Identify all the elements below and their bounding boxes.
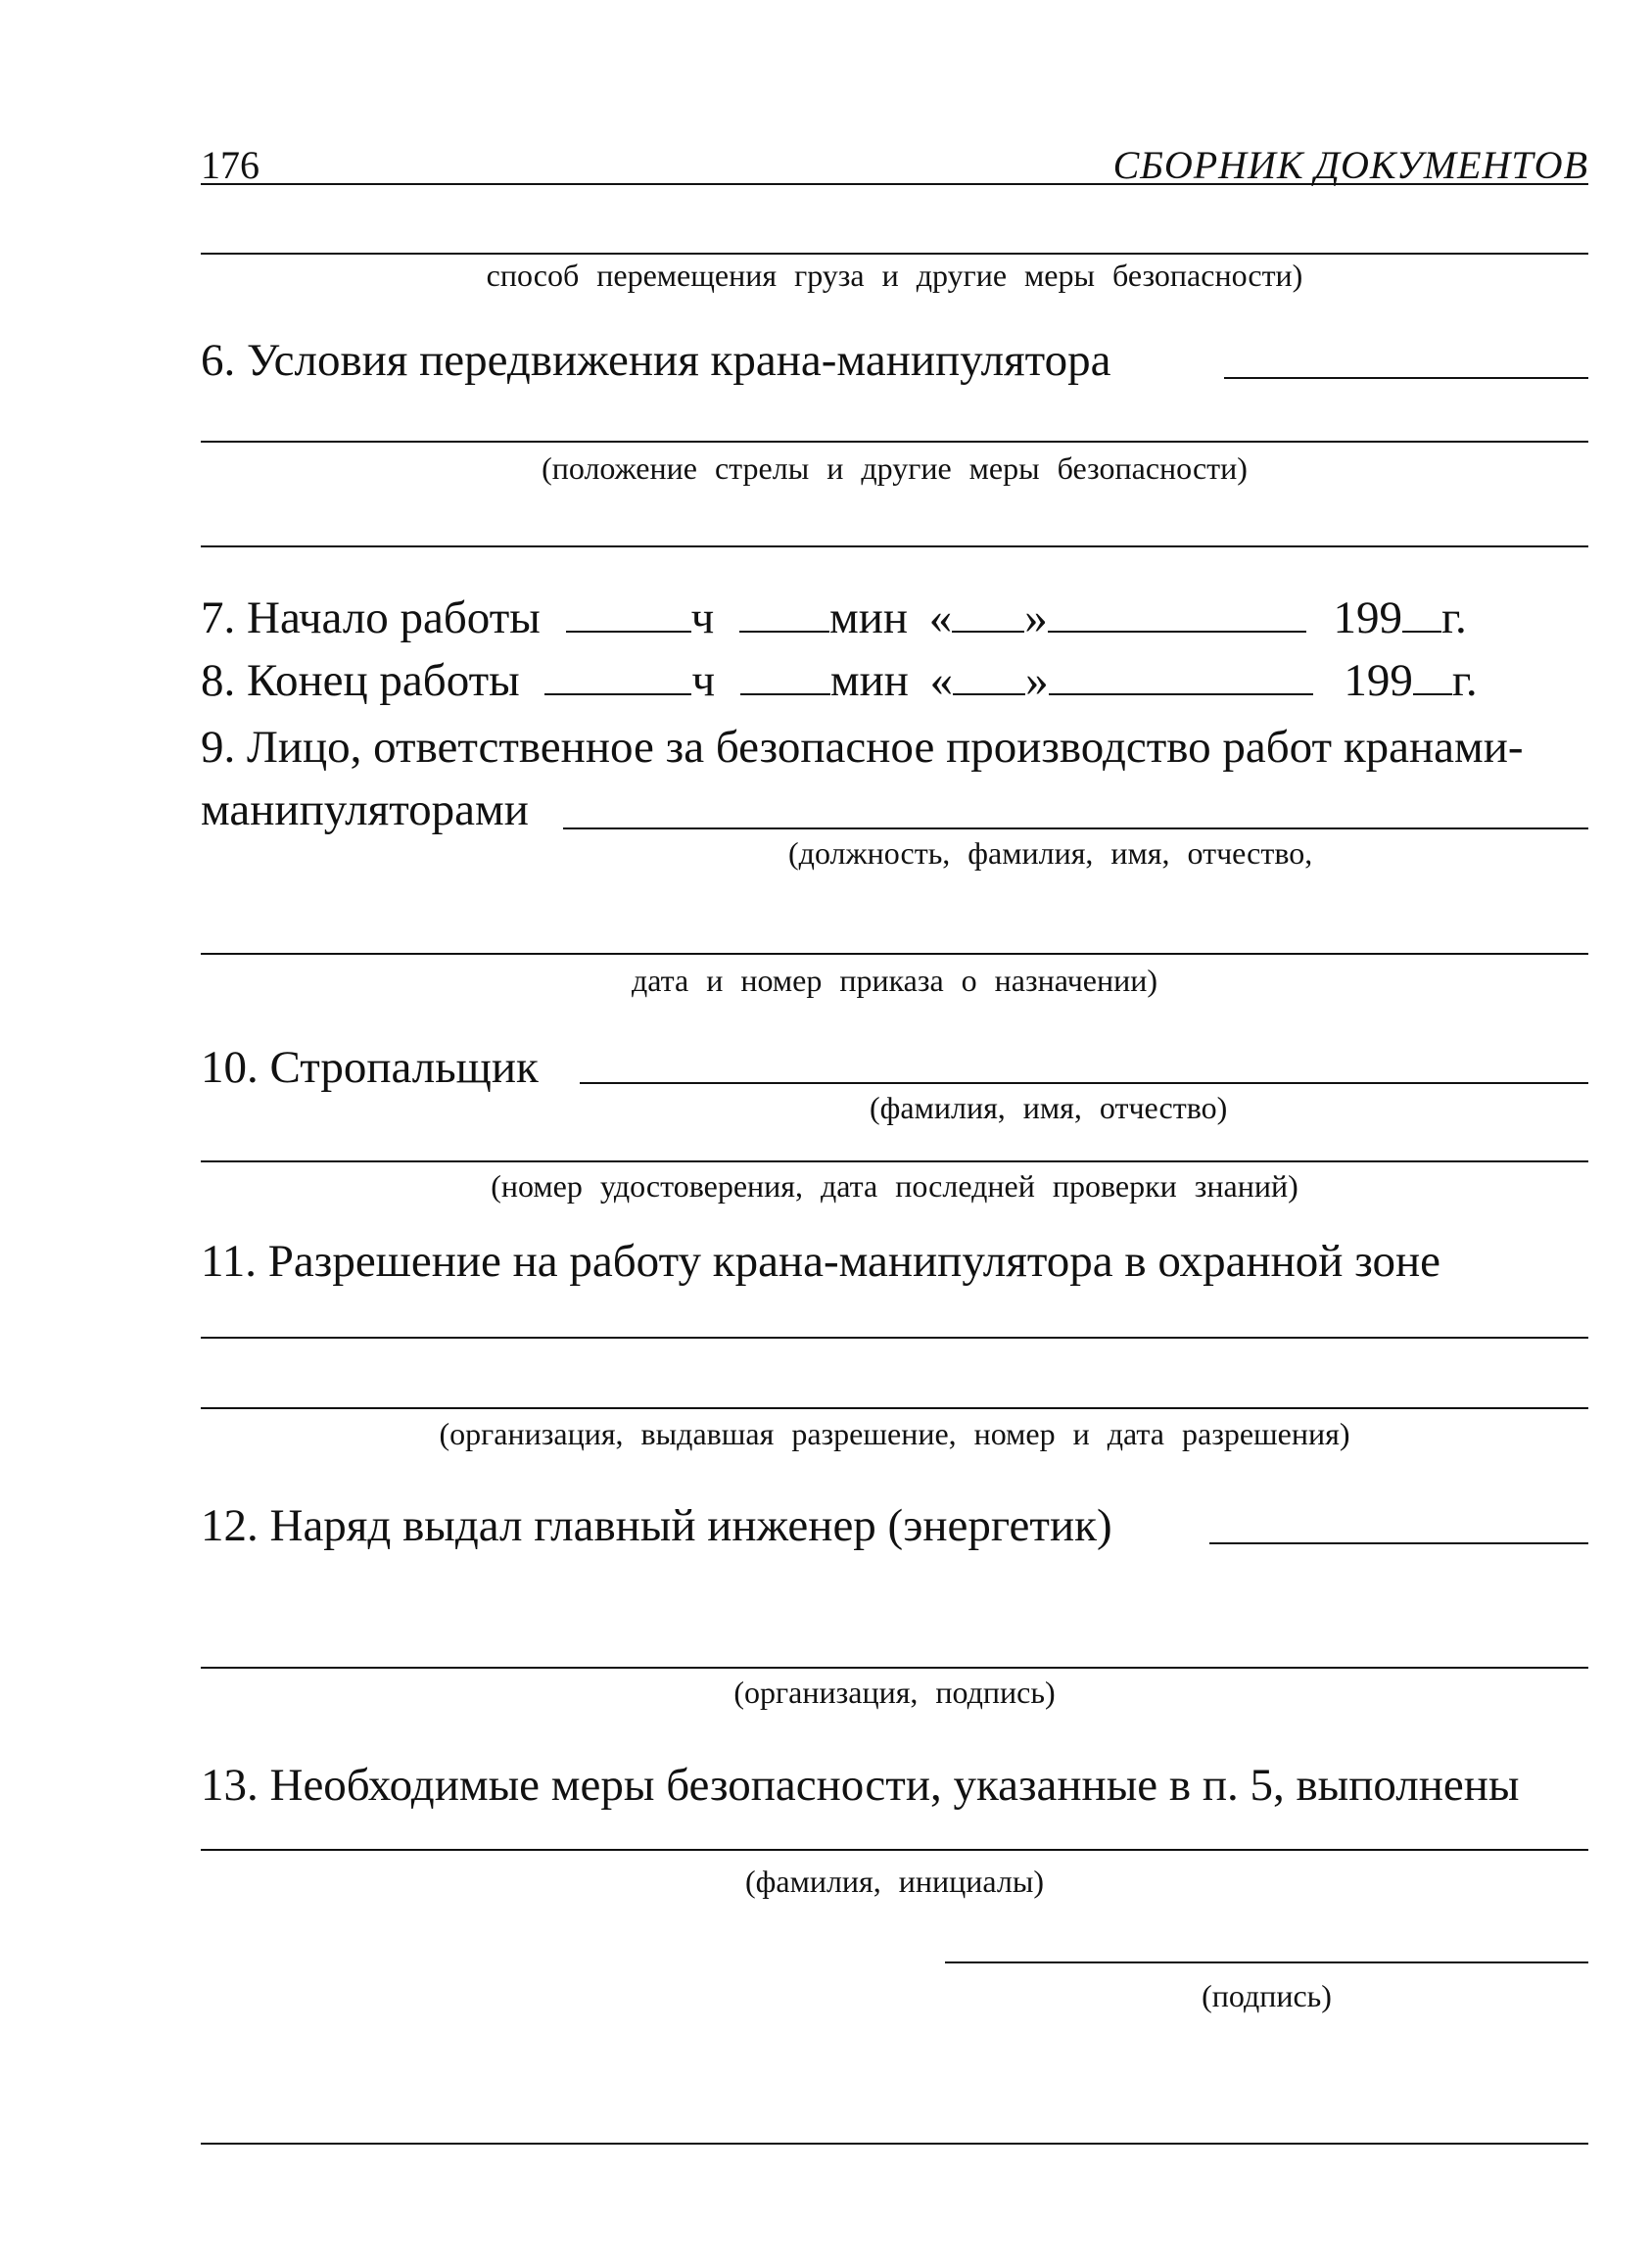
item11-label: 11. Разрешение на работу крана-манипулятора в охранной зоне <box>201 1236 1441 1287</box>
item8-month-field[interactable] <box>1049 692 1313 695</box>
item6-field-inline[interactable] <box>1224 377 1588 379</box>
item7-year-prefix: 199 <box>1333 592 1402 643</box>
item8-minutes-unit: мин <box>829 655 909 706</box>
item6-field-line[interactable] <box>201 441 1588 443</box>
item10-caption-a: (фамилия, имя, отчество) <box>870 1090 1228 1125</box>
item8-hours-field[interactable] <box>544 692 691 695</box>
item12-field-line[interactable] <box>201 1667 1588 1669</box>
item7-minutes-unit: мин <box>828 592 908 643</box>
item12-label: 12. Наряд выдал главный инженер (энергетик) <box>201 1500 1112 1551</box>
item5-caption: способ перемещения груза и другие меры безопасности) <box>486 258 1303 293</box>
item13-field-line[interactable] <box>201 1849 1588 1851</box>
item7-row <box>201 592 1467 643</box>
item10-caption-b: (номер удостоверения, дата последней проверки знаний) <box>491 1168 1298 1204</box>
item13-label: 13. Необходимые меры безопасности, указанные в п. 5, выполнены <box>201 1760 1520 1811</box>
item7-hours-unit: ч <box>690 592 715 643</box>
item7-year-field[interactable] <box>1402 630 1441 633</box>
item13-signature-line[interactable] <box>945 1961 1588 1963</box>
item10-field-line[interactable] <box>201 1160 1588 1162</box>
item8-label: 8. Конец работы <box>201 655 520 706</box>
item7-day-field[interactable] <box>952 630 1024 633</box>
item9-line1: 9. Лицо, ответственное за безопасное производство работ кранами- <box>201 722 1524 773</box>
header-rule <box>201 183 1588 185</box>
item11-caption: (организация, выдавшая разрешение, номер и дата разрешения) <box>439 1416 1350 1451</box>
item9-field-line[interactable] <box>201 953 1588 955</box>
item8-row <box>201 655 1478 706</box>
item9-field-inline[interactable] <box>563 827 1588 829</box>
item5-field-line[interactable] <box>201 253 1588 255</box>
item11-field-line-2[interactable] <box>201 1407 1588 1409</box>
item7-quote-open: « <box>928 592 953 643</box>
item9-caption-a: (должность, фамилия, имя, отчество, <box>788 835 1313 871</box>
item7-label: 7. Начало работы <box>201 592 541 643</box>
item13-caption-a: (фамилия, инициалы) <box>744 1864 1044 1899</box>
item6-field-line-2[interactable] <box>201 545 1588 547</box>
item6-caption: (положение стрелы и другие меры безопасности) <box>542 450 1248 486</box>
page-number: 176 <box>201 143 260 187</box>
item13-caption-b: (подпись) <box>1202 1978 1332 2013</box>
item6-label: 6. Условия передвижения крана-манипулятора <box>201 335 1111 386</box>
page-header-title: СБОРНИК ДОКУМЕНТОВ <box>1112 143 1588 187</box>
item8-year-prefix: 199 <box>1344 655 1413 706</box>
item7-month-field[interactable] <box>1048 630 1306 633</box>
item8-year-field[interactable] <box>1413 692 1452 695</box>
item8-hours-unit: ч <box>691 655 716 706</box>
item8-day-field[interactable] <box>953 692 1025 695</box>
item8-quote-open: « <box>929 655 954 706</box>
item7-quote-close: » <box>1024 592 1048 643</box>
item7-year-suffix: г. <box>1441 592 1467 643</box>
item9-caption-b: дата и номер приказа о назначении) <box>631 963 1158 998</box>
item8-quote-close: » <box>1025 655 1049 706</box>
item10-label: 10. Стропальщик <box>201 1042 539 1093</box>
item7-minutes-field[interactable] <box>739 630 829 633</box>
item8-minutes-field[interactable] <box>740 692 830 695</box>
item10-field-inline[interactable] <box>580 1082 1588 1084</box>
bottom-field-line[interactable] <box>201 2143 1588 2145</box>
item12-caption: (организация, подпись) <box>733 1675 1056 1710</box>
item9-line2: манипуляторами <box>201 784 529 835</box>
item12-field-inline[interactable] <box>1209 1542 1588 1544</box>
item11-field-line[interactable] <box>201 1337 1588 1339</box>
item7-hours-field[interactable] <box>566 630 691 633</box>
item8-year-suffix: г. <box>1451 655 1478 706</box>
